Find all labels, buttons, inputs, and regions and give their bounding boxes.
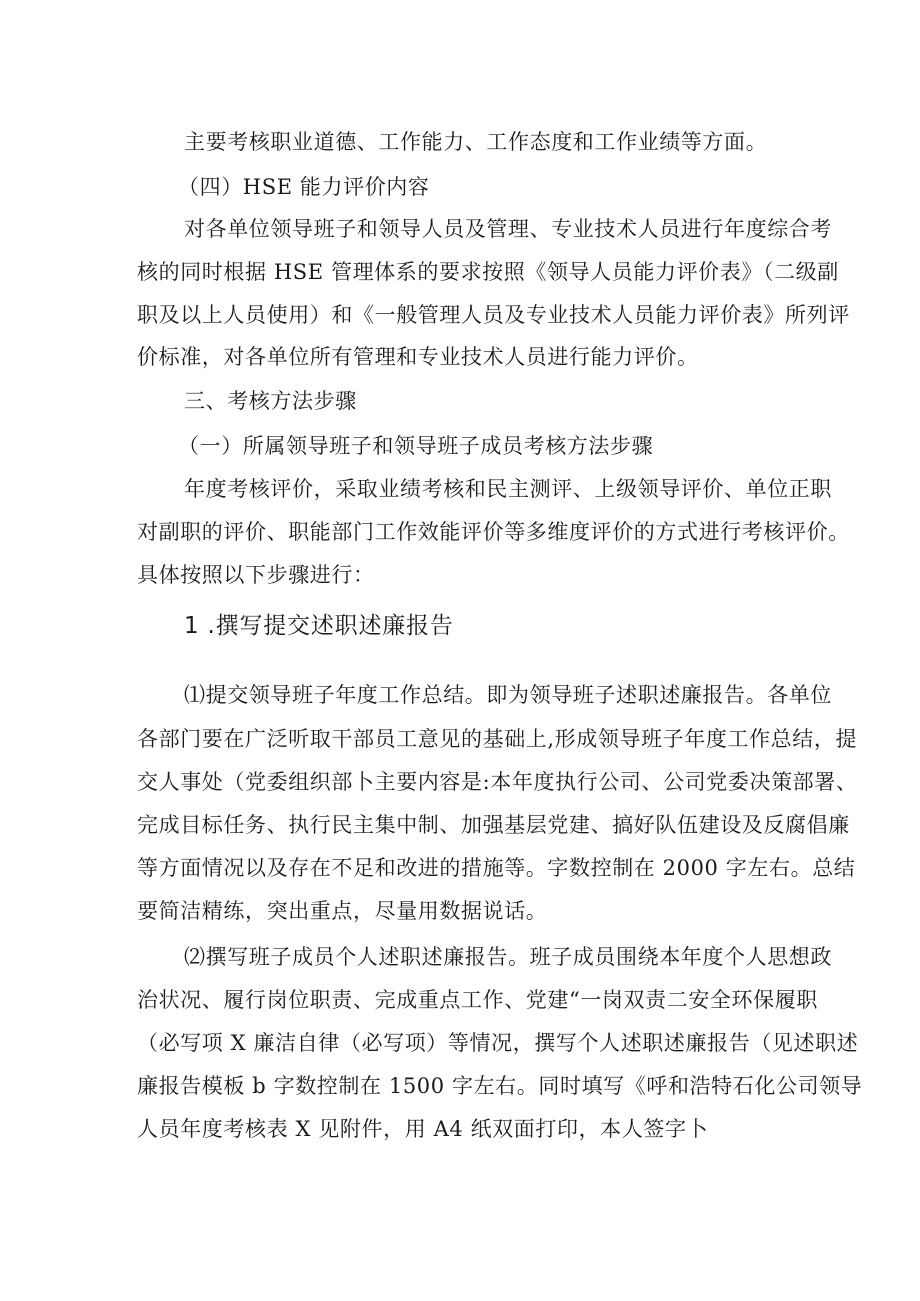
- text-line: （必写项 X 廉洁自律（必写项）等情况，撰写个人述职述廉报告（见述职述: [137, 1031, 859, 1055]
- text-line: 主要考核职业道德、工作能力、工作态度和工作业绩等方面。: [184, 130, 768, 154]
- section-heading: （一）所属领导班子和领导班子成员考核方法步骤: [178, 434, 654, 458]
- text-line: 交人事处（党委组织部卜主要内容是:本年度执行公司、公司党委决策部署、: [137, 770, 858, 794]
- step-heading: 1 .撰写提交述职述廉报告: [184, 613, 454, 639]
- text-line: 职及以上人员使用）和《一般管理人员及专业技术人员能力评价表》所列评: [137, 303, 850, 327]
- text-line: 价标准，对各单位所有管理和专业技术人员进行能力评价。: [137, 345, 699, 369]
- text-line: 核的同时根据 HSE 管理体系的要求按照《领导人员能力评价表》（二级副: [137, 260, 839, 284]
- text-line: 廉报告模板 b 字数控制在 1500 字左右。同时填写《呼和浩特石化公司领导: [137, 1074, 863, 1098]
- text-line: ⑵撰写班子成员个人述职述廉报告。班子成员围绕本年度个人思想政: [184, 945, 832, 969]
- text-line: 具体按照以下步骤进行：: [137, 563, 375, 587]
- text-line: 完成目标任务、执行民主集中制、加强基层党建、搞好队伍建设及反腐倡廉: [137, 813, 850, 837]
- text-line: 各部门要在广泛听取干部员工意见的基础上,形成领导班子年度工作总结，提: [137, 727, 858, 751]
- section-heading: （四）HSE 能力评价内容: [178, 175, 430, 199]
- text-line: 年度考核评价，采取业绩考核和民主测评、上级领导评价、单位正职: [184, 477, 832, 501]
- text-line: ⑴提交领导班子年度工作总结。即为领导班子述职述廉报告。各单位: [184, 683, 832, 707]
- text-line: 要简洁精练，突出重点，尽量用数据说话。: [137, 899, 548, 923]
- text-line: 对各单位领导班子和领导人员及管理、专业技术人员进行年度综合考: [184, 217, 832, 241]
- text-line: 治状况、履行岗位职责、完成重点工作、党建“一岗双责二安全环保履职: [137, 988, 818, 1012]
- section-heading: 三、考核方法步骤: [184, 389, 357, 413]
- text-line: 等方面情况以及存在不足和改进的措施等。字数控制在 2000 字左右。总结: [137, 856, 856, 880]
- text-line: 对副职的评价、职能部门工作效能评价等多维度评价的方式进行考核评价。: [137, 520, 850, 544]
- text-line: 人员年度考核表 X 见附件，用 A4 纸双面打印，本人签字卜: [137, 1117, 709, 1141]
